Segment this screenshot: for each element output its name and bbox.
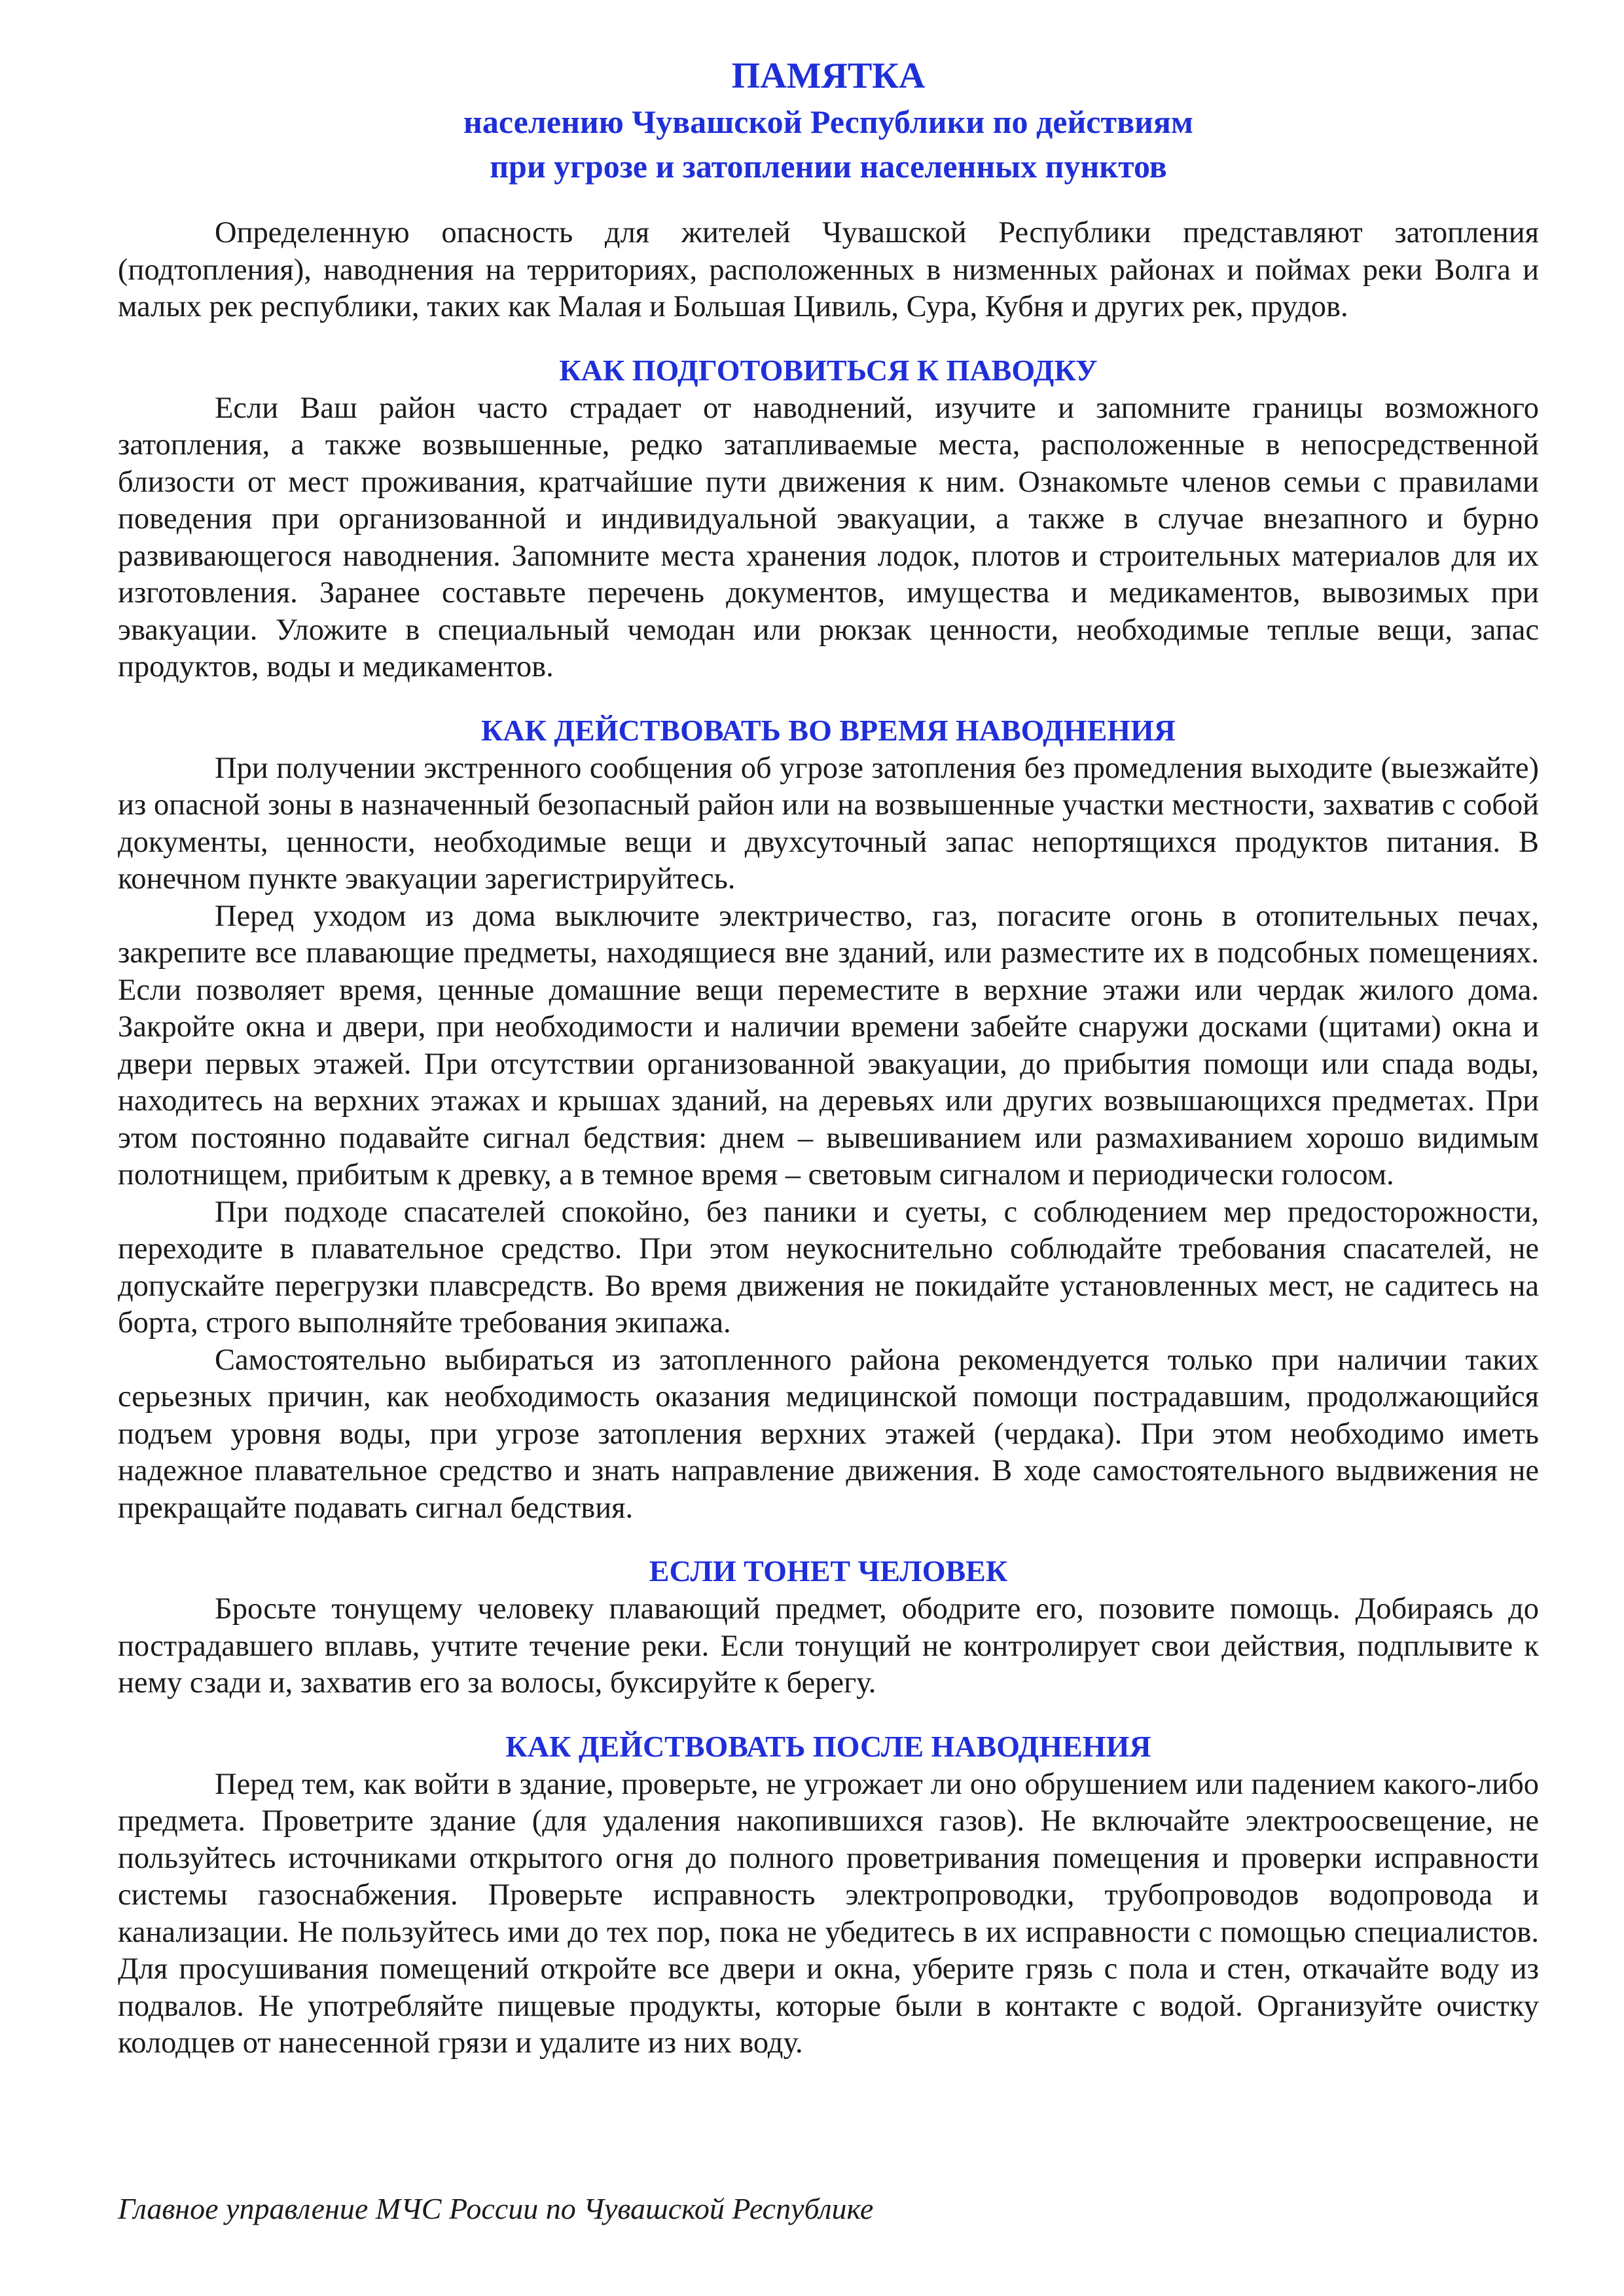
section-during-paragraph-3: При подходе спасателей спокойно, без паники и суеты, с соблюдением мер предосторожности, переходите в плавательное средство. При этом неукоснительно соблюдайте требования спасателей, не допускайте перегрузки плавсредств. Во время движения не покидайте установленных мест, не садитесь на борта, строго выполняйте требования экипажа. (118, 1195, 1539, 1339)
title-line-3: при угрозе и затоплении населенных пунктов (490, 148, 1167, 185)
section-after-paragraph-1: Перед тем, как войти в здание, проверьте, не угрожает ли оно обрушением или падением какого-либо предмета. Проветрите здание (для удаления накопившихся газов). Не включайте электроосвещение, не пользуйтесь источниками открытого огня до полного проветривания помещения и проверки исправности системы газоснабжения. Проверьте исправность электропроводки, трубопроводов водопровода и канализации. Не пользуйтесь ими до тех пор, пока не убедитесь в их исправности с помощью специалистов. Для просушивания помещений откройте все двери и окна, уберите грязь с пола и стен, откачайте воду из подвалов. Не употребляйте пищевые продукты, которые были в контакте с водой. Организуйте очистку колодцев от нанесенной грязи и удалите из них воду. (118, 1767, 1539, 2060)
intro-paragraph: Определенную опасность для жителей Чувашской Республики представляют затопления (подтопления), наводнения на территориях, расположенных в низменных районах и поймах реки Волга и малых рек республики, таких как Малая и Большая Цивиль, Сура, Кубня и других рек, прудов. (118, 216, 1539, 323)
title-line-1: ПАМЯТКА (731, 56, 926, 96)
footer-signature: Главное управление МЧС России по Чувашской Республике (118, 2192, 874, 2225)
section-drowning-paragraph-1: Бросьте тонущему человеку плавающий предмет, ободрите его, позовите помощь. Добираясь до пострадавшего вплавь, учтите течение реки. Если тонущий не контролирует свои действия, подплывите к нему сзади и, захватив его за волосы, буксируйте к берегу. (118, 1592, 1539, 1700)
section-heading-during-flood: КАК ДЕЙСТВОВАТЬ ВО ВРЕМЯ НАВОДНЕНИЯ (480, 713, 1176, 747)
section-during-paragraph-2: Перед уходом из дома выключите электричество, газ, погасите огонь в отопительных печах, закрепите все плавающие предметы, находящиеся вне зданий, или разместите их в подсобных помещениях. Если позволяет время, ценные домашние вещи переместите в верхние этажи или чердак жилого дома. Закройте окна и двери, при необходимости и наличии времени забейте снаружи досками (щитами) окна и двери первых этажей. При отсутствии организованной эвакуации, до прибытия помощи или спада воды, находитесь на верхних этажах и крышах зданий, на деревьях или других возвышающихся предметах. При этом постоянно подавайте сигнал бедствия: днем – вывешиванием или размахиванием хорошо видимым полотнищем, прибитым к древку, а в темное время – световым сигналом и периодически голосом. (118, 899, 1539, 1192)
section-during-paragraph-1: При получении экстренного сообщения об угрозе затопления без промедления выходите (выезжайте) из опасной зоны в назначенный безопасный район или на возвышенные участки местности, захватив с собой документы, ценности, необходимые вещи и двухсуточный запас непортящихся продуктов питания. В конечном пункте эвакуации зарегистрируйтесь. (118, 751, 1539, 896)
section-heading-prepare: КАК ПОДГОТОВИТЬСЯ К ПАВОДКУ (559, 353, 1098, 387)
section-heading-after-flood: КАК ДЕЙСТВОВАТЬ ПОСЛЕ НАВОДНЕНИЯ (505, 1729, 1151, 1763)
section-heading-drowning: ЕСЛИ ТОНЕТ ЧЕЛОВЕК (649, 1554, 1008, 1588)
section-prepare-paragraph-1: Если Ваш район часто страдает от наводнений, изучите и запомните границы возможного затопления, а также возвышенные, редко затапливаемые места, расположенные в непосредственной близости от мест проживания, кратчайшие пути движения к ним. Ознакомьте членов семьи с правилами поведения при организованной и индивидуальной эвакуации, а также в случае внезапного и бурно развивающегося наводнения. Запомните места хранения лодок, плотов и строительных материалов для их изготовления. Заранее составьте перечень документов, имущества и медикаментов, вывозимых при эвакуации. Уложите в специальный чемодан или рюкзак ценности, необходимые теплые вещи, запас продуктов, воды и медикаментов. (118, 391, 1539, 683)
document-title (118, 52, 1539, 189)
section-during-paragraph-4: Самостоятельно выбираться из затопленного района рекомендуется только при наличии таких серьезных причин, как необходимость оказания медицинской помощи пострадавшим, продолжающийся подъем уровня воды, при угрозе затопления верхних этажей (чердака). При этом необходимо иметь надежное плавательное средство и знать направление движения. В ходе самостоятельного выдвижения не прекращайте подавать сигнал бедствия. (118, 1343, 1539, 1525)
title-line-2: населению Чувашской Республики по действиям (463, 103, 1193, 140)
